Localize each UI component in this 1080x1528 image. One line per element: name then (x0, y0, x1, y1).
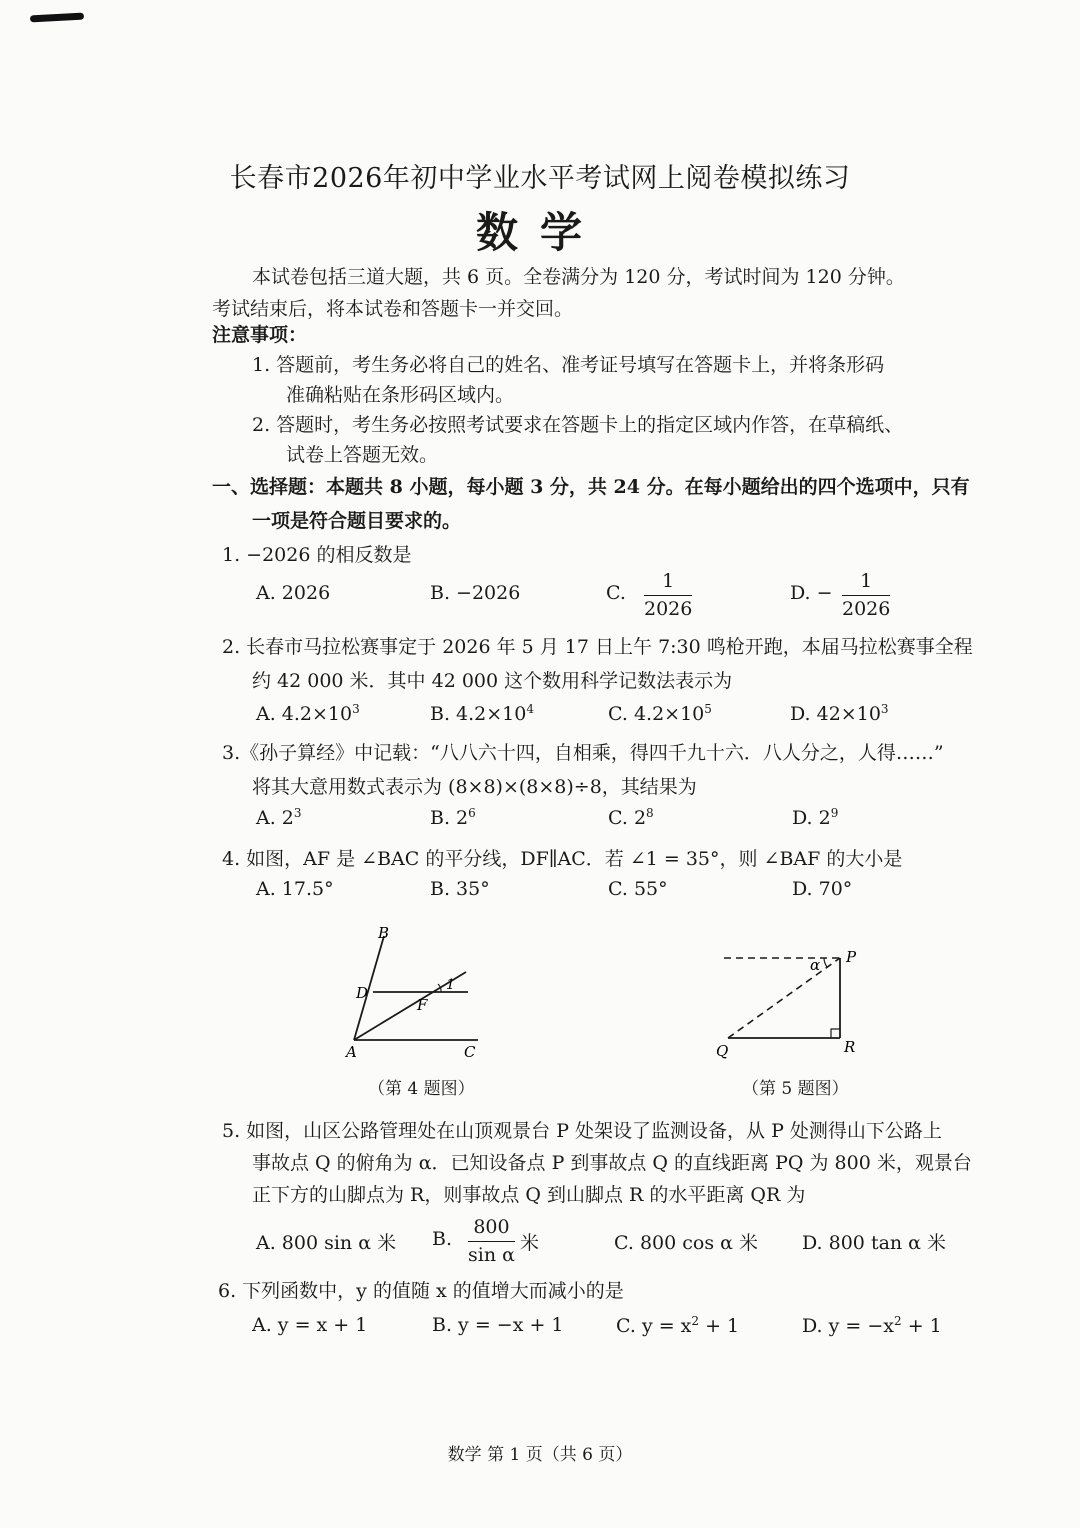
figure-4 (340, 920, 500, 1065)
line-pq (728, 958, 840, 1038)
figure-5-caption: （第 5 题图） (742, 1079, 849, 1099)
q1-option-a: A. 2026 (256, 582, 331, 604)
label-f: F (417, 996, 428, 1014)
q6-option-c: C. $y = x^2 + 1$ (616, 1314, 740, 1337)
notes-title: 注意事项： (212, 324, 308, 346)
angle-alpha-arc (824, 958, 827, 967)
q1-option-d-label: D. − (790, 582, 833, 604)
q3-option-c: C. $2^8$ (608, 806, 654, 829)
q5-option-c: C. 800 cos α 米 (614, 1232, 758, 1254)
label-a: A (346, 1043, 357, 1061)
q6-option-a: A. y = x + 1 (252, 1314, 368, 1336)
q5-option-a: A. 800 sin α 米 (256, 1232, 397, 1254)
q1-option-c-label: C. (606, 582, 626, 604)
q1-d-denominator: 2026 (842, 598, 891, 620)
note-2b: 试卷上答题无效。 (286, 444, 439, 466)
note-1a: 1. 答题前，考生务必将自己的姓名、准考证号填写在答题卡上，并将条形码 (252, 354, 885, 376)
intro-line-1: 本试卷包括三道大题，共 6 页。全卷满分为 120 分，考试时间为 120 分钟。 (252, 266, 905, 288)
section-1-heading-2: 一项是符合题目要求的。 (252, 510, 462, 532)
q1-d-numerator: 1 (860, 570, 873, 592)
intro-line-2: 考试结束后，将本试卷和答题卡一并交回。 (212, 298, 574, 320)
q4-option-a: A. 17.5° (256, 878, 334, 900)
q3-stem-2: 将其大意用数式表示为 (8×8)×(8×8)÷8，其结果为 (252, 776, 697, 798)
label-d: D (356, 984, 369, 1002)
figure-4-caption: （第 4 题图） (368, 1079, 475, 1099)
label-1: 1 (446, 977, 455, 993)
right-angle-mark (831, 1029, 840, 1038)
label-alpha: α (810, 956, 821, 974)
exam-title: 长春市2026年初中学业水平考试网上阅卷模拟练习 (229, 163, 851, 194)
page-footer: 数学 第 1 页（共 6 页） (447, 1445, 633, 1465)
q3-stem-1: 3.《孙子算经》中记载：“八八六十四，自相乘，得四千九十六．八人分之，人得……” (222, 742, 944, 764)
note-2a: 2. 答题时，考生务必按照考试要求在答题卡上的指定区域内作答，在草稿纸、 (252, 414, 904, 436)
q2-stem-1: 2. 长春市马拉松赛事定于 2026 年 5 月 17 日上午 7:30 鸣枪开跑，本届马拉松赛事全程 (222, 636, 973, 658)
q5-b-denominator: sin α (468, 1244, 515, 1266)
scan-mark (30, 13, 84, 23)
label-r: R (844, 1038, 856, 1056)
q4-option-c: C. 55° (608, 878, 668, 900)
q5-option-d: D. 800 tan α 米 (802, 1232, 947, 1254)
label-q: Q (716, 1042, 729, 1060)
q1-option-c-fraction (644, 570, 692, 620)
subject-title: 数学 (475, 208, 604, 257)
q6-stem: 6. 下列函数中，y 的值随 x 的值增大而减小的是 (218, 1280, 624, 1302)
q6-option-b: B. y = −x + 1 (432, 1314, 564, 1336)
section-1-heading: 一、选择题：本题共 8 小题，每小题 3 分，共 24 分。在每小题给出的四个选项中，只有 (212, 476, 970, 498)
q1-option-b: B. −2026 (430, 582, 521, 604)
label-p: P (846, 948, 857, 966)
q5-option-b-fraction (468, 1216, 515, 1266)
q5-stem-1: 5. 如图，山区公路管理处在山顶观景台 P 处架设了监测设备，从 P 处测得山下公路上 (222, 1120, 942, 1142)
q3-option-d: D. $2^9$ (792, 806, 839, 829)
q2-stem-2: 约 42 000 米．其中 42 000 这个数用科学记数法表示为 (252, 670, 733, 692)
q5-stem-2: 事故点 Q 的俯角为 α．已知设备点 P 到事故点 Q 的直线距离 PQ 为 800 米，观景台 (252, 1152, 972, 1174)
q1-stem: 1. −2026 的相反数是 (222, 544, 412, 566)
q4-stem: 4. 如图，AF 是 ∠BAC 的平分线，DF∥AC．若 ∠1 = 35°，则 ∠BAF 的大小是 (222, 848, 903, 870)
q2-option-c: C. $4.2\times 10^5$ (608, 702, 712, 725)
q2-option-a: A. $4.2\times 10^3$ (256, 702, 360, 725)
q4-option-d: D. 70° (792, 878, 853, 900)
q5-option-b-label: B. (432, 1228, 453, 1250)
label-c: C (464, 1043, 476, 1061)
label-b: B (378, 924, 390, 942)
q2-option-b: B. $4.2\times 10^4$ (430, 702, 534, 725)
q4-option-b: B. 35° (430, 878, 490, 900)
note-1b: 准确粘贴在条形码区域内。 (286, 384, 515, 406)
q1-c-numerator: 1 (662, 570, 675, 592)
q1-c-denominator: 2026 (644, 598, 693, 620)
figure-5 (710, 940, 870, 1060)
q5-stem-3: 正下方的山脚点为 R，则事故点 Q 到山脚点 R 的水平距离 QR 为 (252, 1184, 806, 1206)
q3-option-a: A. $2^3$ (256, 806, 302, 829)
q2-option-d: D. $42\times 10^3$ (790, 702, 889, 725)
q3-option-b: B. $2^6$ (430, 806, 476, 829)
q6-option-d: D. $y = -x^2 + 1$ (802, 1314, 942, 1337)
q5-option-b-unit: 米 (520, 1232, 540, 1254)
q1-option-d-fraction (842, 570, 890, 620)
q5-b-numerator: 800 (473, 1216, 510, 1238)
